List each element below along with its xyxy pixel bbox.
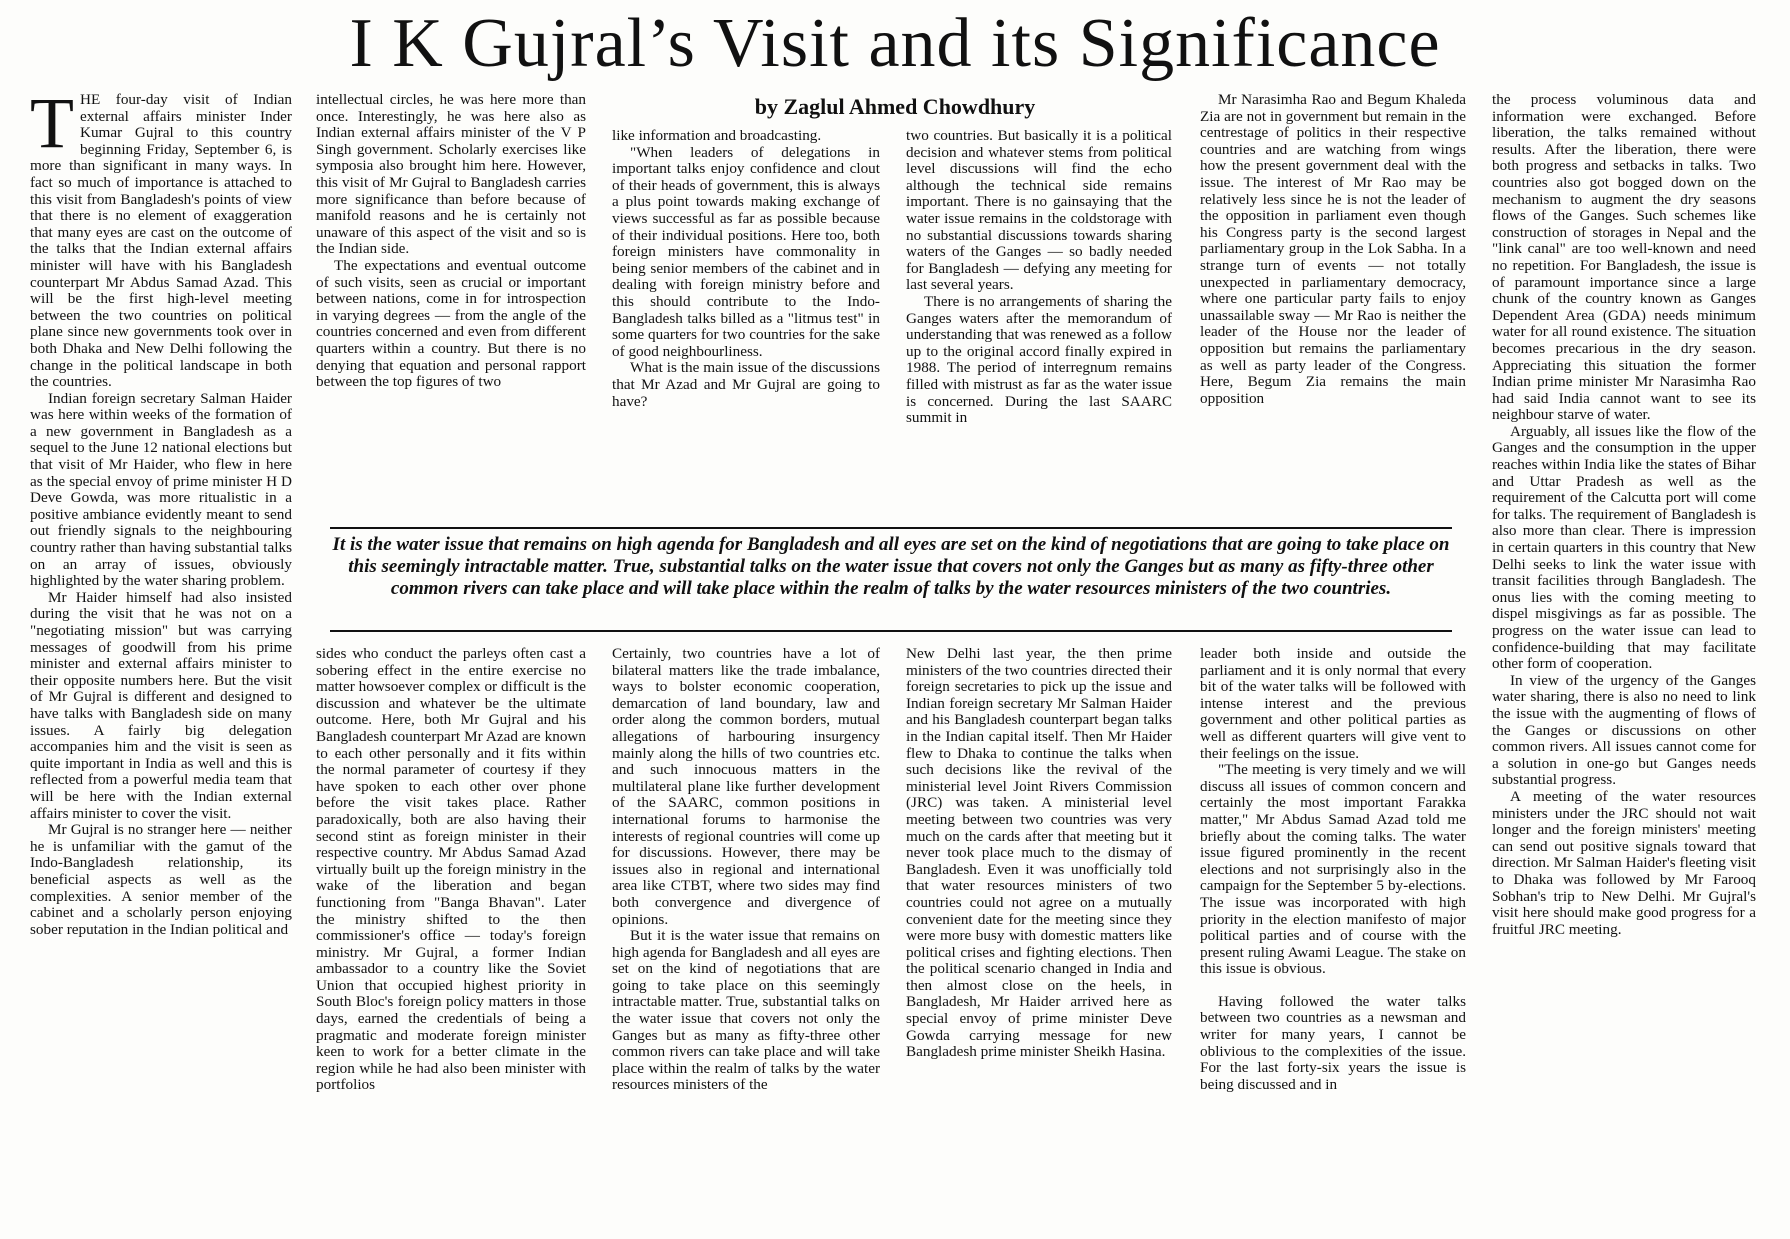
paragraph: two countries. But basically it is a political decision and whatever stems from political level discussions will find the echo although the technical side remains important. There is no gainsaying that the water issue remains in the coldstorage with no substantial discussions towards sharing waters of the Ganges — so badly needed for Bangladesh — defying any meeting for last several years.	[906, 128, 1172, 294]
paragraph: Mr Narasimha Rao and Begum Khaleda Zia are not in government but remain in the centrestage of politics in their respective countries and are watching from wings how the present government deal with the issue. The interest of Mr Rao may be relatively less since he is not the leader of the opposition in parliament even though his Congress party is the second largest parliamentary group in the Lok Sabha. In a strange turn of events — not totally unexpected in parliamentary democracy, where one particular party fails to enjoy unassailable sway — Mr Rao is neither the leader of the House nor the leader of opposition but remains the parliamentary as well as party leader of the Congress. Here, Begum Zia remains the main opposition	[1200, 92, 1466, 407]
headline: I K Gujral’s Visit and its Significance	[349, 5, 1441, 82]
paragraph: But it is the water issue that remains on high agenda for Bangladesh and all eyes are set on the kind of negotiations that are going to take place on this seemingly intractable matter. True, substantial talks on the water issue that covers not only the Ganges but as many as fifty-three other common rivers can take place and will take place within the realm of talks by the water resources ministers of the	[612, 927, 880, 1094]
paragraph: New Delhi last year, the then prime ministers of the two countries directed their foreign secretaries to pick up the issue and Indian foreign secretary Mr Salman Haider and his Bangladesh counterpart began talks in the Indian capital itself. Then Mr Haider flew to Dhaka to continue the talks when such decisions like the revival of the ministerial level Joint Rivers Commission (JRC) was taken. A ministerial level meeting between two countries was very much on the cards after that meeting but it never took place much to the dismay of Bangladesh. Even it was unofficially told that water resources ministers of two countries could not agree on a mutually convenient date for the meeting since they were more busy with domestic matters like political crises and fighting elections. Then the political scenario changed in India and then almost close on the heels, in Bangladesh, Mr Haider arrived here as special envoy of prime minister Deve Gowda carrying message for new Bangladesh prime minister Sheikh Hasina.	[906, 646, 1172, 1061]
drop-cap: T	[30, 92, 74, 163]
column-5-lower	[1200, 646, 1466, 1232]
byline: by Zaglul Ahmed Chowdhury	[754, 94, 1036, 119]
paragraph: Arguably, all issues like the flow of the Ganges and the consumption in the upper reaches within India like the states of Bihar and Uttar Pradesh as well as the requirement of the Calcutta port will come for talks. The requirement of Bangladesh is also more than clear. There is impression in certain quarters in this country that New Delhi seeks to link the water issue with transit facilities through Bangladesh. The onus lies with the coming meeting to dispel misgivings as far as possible. The progress on the water issue can lead to confidence-building that may facilitate other form of cooperation.	[1492, 422, 1756, 673]
paragraph-gap	[1200, 978, 1466, 994]
paragraph: Mr Gujral is no stranger here — neither he is unfamiliar with the gamut of the Indo-Bangladesh relationship, its beneficial aspects as well as the complexities. A senior member of the cabinet and a scholarly person enjoying sober reputation in the Indian political and	[30, 821, 292, 938]
column-3-upper	[612, 128, 880, 514]
column-5-upper	[1200, 92, 1466, 514]
column-2-upper	[316, 92, 586, 512]
paragraph: Having followed the water talks between two countries as a newsman and writer for many years, I cannot be oblivious to the complexities of the issue. For the last forty-six years the issue is being discussed and in	[1200, 992, 1466, 1093]
paragraph: "The meeting is very timely and we will discuss all issues of common concern and certainly the most important Farakka matter," Mr Abdus Samad Azad told me briefly about the coming talks. The water issue figured prominently in the recent elections and not surprisingly also in the campaign for the September 5 by-elections. The issue was incorporated with high priority in the election manifesto of major political parties and of course with the present ruling Awami League. The stake on this issue is obvious.	[1200, 761, 1466, 978]
paragraph: Indian foreign secretary Salman Haider was here within weeks of the formation of a new government in Bangladesh as a sequel to the June 12 national elections but that visit of Mr Haider, who flew in here as the special envoy of prime minister H D Deve Gowda, was more ritualistic in a positive ambiance evidently meant to send out friendly signals to the neighbouring country rather than having substantial talks on an array of issues, obviously highlighted by the water sharing problem.	[30, 389, 292, 590]
column-2-lower	[316, 646, 586, 1232]
paragraph: HE four-day visit of Indian external affairs minister Inder Kumar Gujral to this country beginning Friday, September 6, is more than significant in many ways. In fact so much of importance is attached to this visit from Bangladesh's points of view that there is no element of exaggeration that many eyes are cast on the outcome of the talks that the Indian external affairs minister will have with his Bangladesh counterpart Mr Abdus Samad Azad. This will be the first high-level meeting between the two countries on political plane since new governments took over in both Dhaka and New Delhi following the change in the political landscape in both the countries.	[30, 92, 292, 391]
column-3-lower	[612, 646, 880, 1232]
column-4-lower	[906, 646, 1172, 1232]
paragraph: In view of the urgency of the Ganges water sharing, there is also no need to link the issue with the augmenting of flows of the Ganges or discussions on other common rivers. All issues cannot come for a solution in one-go but Ganges needs substantial progress.	[1492, 671, 1756, 789]
paragraph: "When leaders of delegations in important talks enjoy confidence and clout of their heads of government, this is always a plus point towards making exchange of views successful as far as possible because of their individual positions. Here too, both foreign ministers have commonality in being senior members of the cabinet and in dealing with foreign ministry before and this should contribute to the Indo-Bangladesh talks billed as a "litmus test" in some quarters for two countries for the sake of good neighbourliness.	[612, 143, 880, 360]
paragraph: sides who conduct the parleys often cast a sobering effect in the entire exercise no matter howsoever complex or difficult is the discussion and whatever be the ultimate outcome. Here, both Mr Gujral and his Bangladesh counterpart Mr Azad are known to each other personally and it fits within the normal parameter of courtesy if they have spoken to each other over phone before the visit takes place. Rather paradoxically, both are also having their second stint as foreign minister in their respective country. Mr Abdus Samad Azad virtually built up the foreign ministry in the wake of the liberation and began functioning from "Banga Bhavan". Later the ministry shifted to the then commissioner's office — today's foreign ministry. Mr Gujral, a former Indian ambassador to a country like the Soviet Union that occupied highest priority in South Bloc's foreign policy matters in those days, earned the credentials of being a pragmatic and moderate foreign minister keen to work for a better climate in the region while he had also been minister with portfolios	[316, 646, 586, 1094]
paragraph: Mr Haider himself had also insisted during the visit that he was not on a "negotiating mission" but was carrying messages of goodwill from his prime minister and external affairs minister to their opposite numbers here. But the visit of Mr Gujral is different and designed to have talks with Bangladesh side on many issues. A fairly big delegation accompanies him and the visit is seen as quite important in India as well and this is reflected from a powerful media team that will be here with the Indian external affairs minister to cover the visit.	[30, 588, 292, 822]
paragraph: the process voluminous data and information were exchanged. Before liberation, the talks remained without results. After the liberation, there were both progress and setbacks in talks. Two countries also got bogged down on the mechanism to augment the dry seasons flows of the Ganges. Such schemes like construction of storages in Nepal and the "link canal" are too well-known and need no repetition. For Bangladesh, the issue is of paramount importance since a large chunk of the country known as Ganges Dependent Area (GDA) needs minimum water for all round existence. The situation becomes precarious in the dry season. Appreciating this situation the former Indian prime minister Mr Narasimha Rao had said India cannot want to see its neighbour starve of water.	[1492, 92, 1756, 424]
paragraph: leader both inside and outside the parliament and it is only normal that every bit of the water talks will be followed with intense interest and the previous government and other political parties as well as different quarters will give vent to their feelings on the issue.	[1200, 646, 1466, 762]
paragraph: There is no arrangements of sharing the Ganges waters after the memorandum of understanding that was renewed as a follow up to the original accord finally expired in 1988. The period of interregnum remains filled with mistrust as far as the water issue is concerned. During the last SAARC summit in	[906, 292, 1172, 427]
paragraph: like information and broadcasting.	[612, 128, 822, 144]
pullquote: It is the water issue that remains on high agenda for Bangladesh and all eyes are set on the kind of negotiations that are going to take place on this seemingly intractable matter. True, substantial talks on the water issue that covers not only the Ganges but as many as fifty-three other common rivers can take place and will take place within the realm of talks by the water resources ministers of the two countries.	[332, 534, 1450, 599]
column-4-upper	[906, 128, 1172, 514]
paragraph: Certainly, two countries have a lot of bilateral matters like the trade imbalance, ways to bolster economic cooperation, demarcation of land boundary, law and order along the common borders, mutual allegations of harbouring insurgency mainly along the hills of two countries etc. and such innocuous matters in the multilateral plane like further development of the SAARC, common positions in international forums to harmonise the interests of regional countries will come up for discussions. However, there may be issues also in regional and international area like CTBT, where two sides may find both convergence and divergence of opinions.	[612, 646, 880, 928]
column-1	[30, 92, 292, 1232]
paragraph: A meeting of the water resources ministers under the JRC should not wait longer and the foreign ministers' meeting can send out positive signals toward that direction. Mr Salman Haider's fleeting visit to Dhaka was followed by Mr Farooq Sobhan's trip to New Delhi. Mr Gujral's visit here should make good progress for a fruitful JRC meeting.	[1492, 787, 1756, 938]
paragraph: The expectations and eventual outcome of such visits, seen as crucial or important between nations, come in for introspection in varying degrees — from the angle of the countries concerned and even from different quarters within a country. But there is no denying that equation and personal rapport between the top figures of two	[316, 256, 586, 391]
pullquote-top-rule	[330, 527, 1452, 529]
pullquote-bottom-rule	[330, 630, 1452, 632]
paragraph: What is the main issue of the discussions that Mr Azad and Mr Gujral are going to have?	[612, 359, 880, 410]
column-6	[1492, 92, 1756, 1232]
paragraph: intellectual circles, he was here more than once. Interestingly, he was here also as Indian external affairs minister of the V P Singh government. Scholarly exercises like symposia also brought him here. However, this visit of Mr Gujral to Bangladesh carries more significance than before because of manifold reasons and he is certainly not unaware of this aspect of the visit and so is the Indian side.	[316, 92, 586, 258]
